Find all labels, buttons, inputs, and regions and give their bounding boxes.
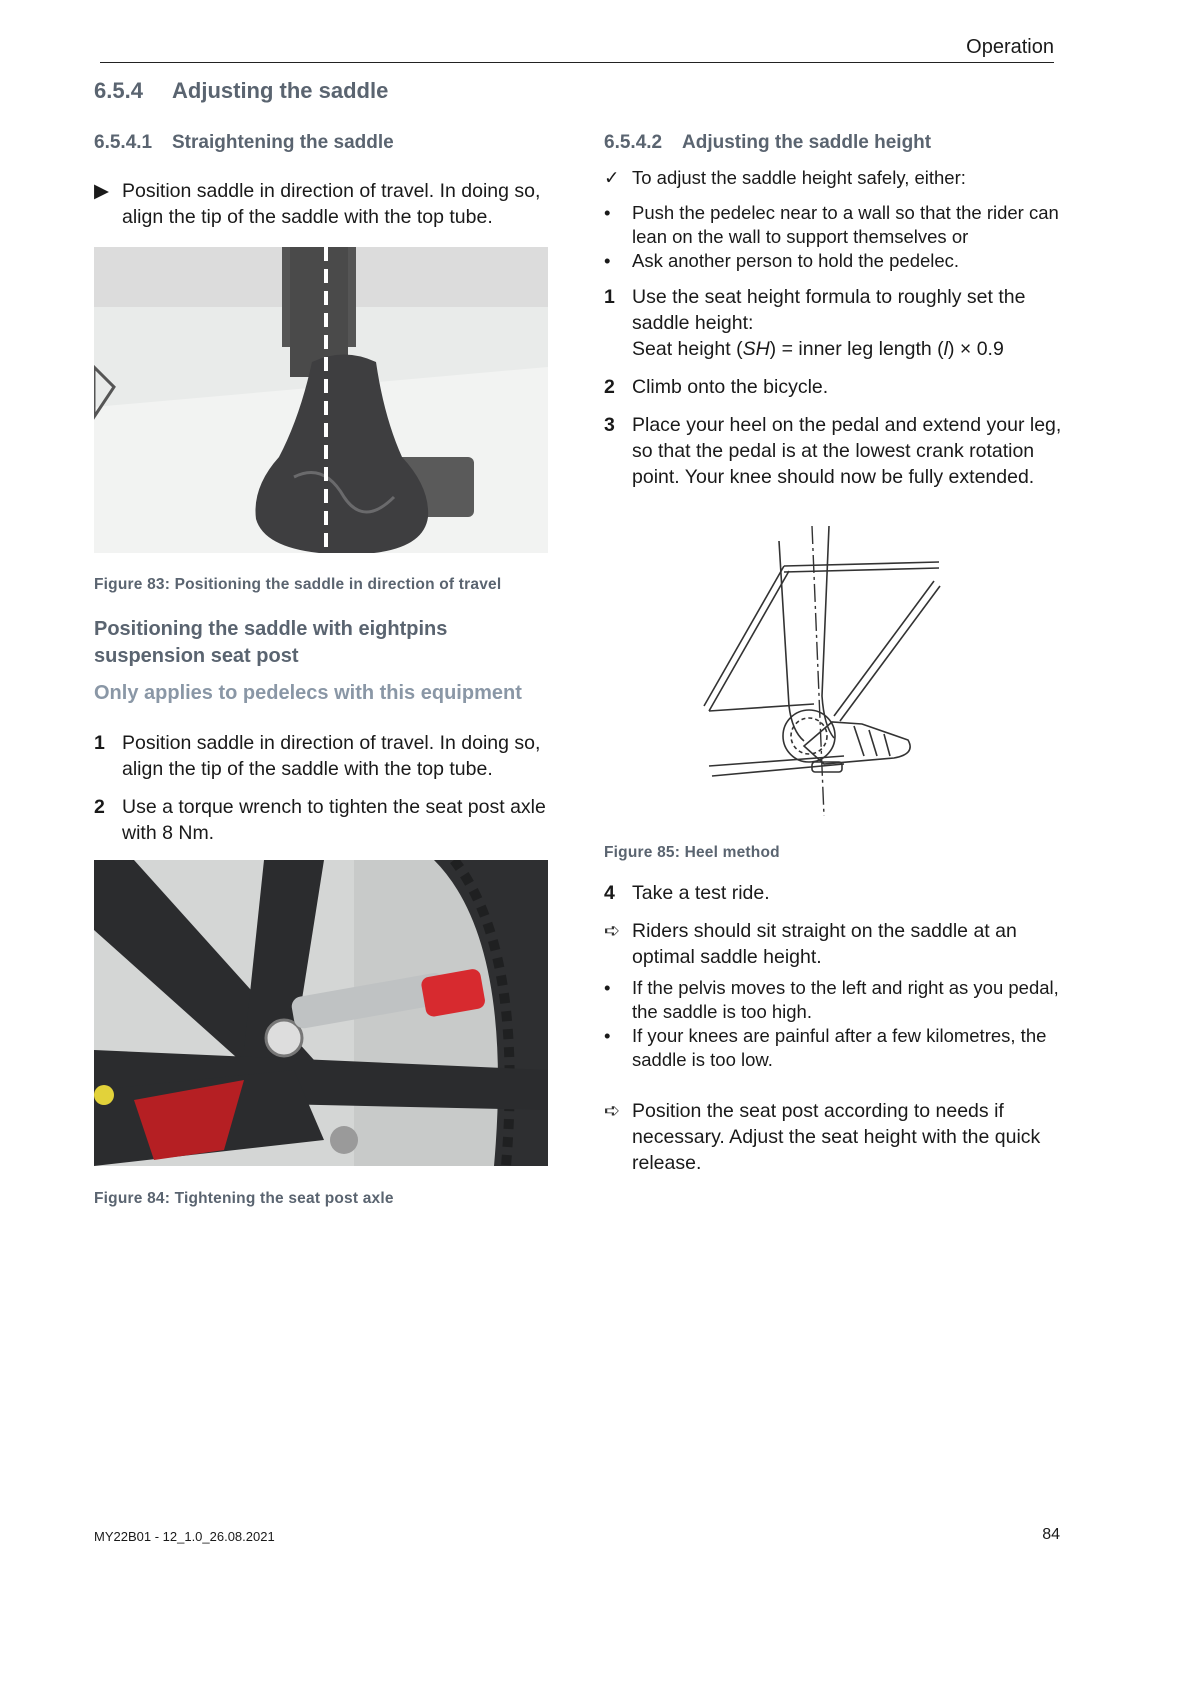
subsection-number: 6.5.4.2 — [604, 132, 663, 153]
section-number: 6.5.4 — [94, 78, 143, 103]
instruction-straighten — [94, 178, 554, 230]
header-section-name: Operation — [966, 36, 1054, 58]
left-step-2 — [94, 794, 554, 846]
figure-85-heel-method-drawing — [694, 526, 954, 816]
result-text: Riders should sit straight on the saddle at an optimal saddle height. — [632, 920, 1017, 968]
footer-page-number: 84 — [1042, 1526, 1060, 1543]
bullet-item — [604, 1024, 1064, 1072]
result-text: Position the seat post according to needs if necessary. Adjust the seat height with the quick release. — [632, 1100, 1041, 1174]
section-heading — [94, 78, 388, 104]
step-text: Position saddle in direction of travel. In doing so, align the tip of the saddle with the top tube. — [122, 732, 541, 780]
subsection-title: Adjusting the saddle height — [682, 132, 932, 153]
result-1 — [604, 918, 1064, 970]
right-step-4 — [604, 880, 1064, 906]
figure-83-saddle-photo — [94, 247, 548, 553]
precondition-text: To adjust the saddle height safely, either: — [632, 167, 966, 188]
bullet-text: Ask another person to hold the pedelec. — [632, 250, 960, 271]
step-text: Place your heel on the pedal and extend your leg, so that the pedal is at the lowest crank rotation point. Your knee should now be fully extended. — [632, 414, 1062, 488]
triangle-arrow-icon: ▶ — [94, 180, 109, 202]
figure-84-caption: Figure 84: Tightening the seat post axle — [94, 1190, 394, 1207]
result-arrow-icon: ➪ — [604, 920, 621, 942]
heading-eightpins: Positioning the saddle with eightpins suspension seat post — [94, 618, 448, 667]
torque-wrench-illustration — [94, 860, 548, 1166]
formula-sh: SH — [742, 338, 770, 360]
right-step-2 — [604, 374, 1064, 400]
bullet-icon: • — [604, 250, 611, 271]
figure-85-caption: Figure 85: Heel method — [604, 844, 780, 861]
right-step-1 — [604, 284, 1064, 362]
subsection-heading-height — [604, 132, 931, 154]
step-text: Take a test ride. — [632, 882, 770, 904]
bullet-icon: • — [604, 977, 611, 998]
step-text: Use the seat height formula to roughly set the saddle height: — [632, 286, 1026, 334]
step-text: Climb onto the bicycle. — [632, 376, 829, 398]
precondition — [604, 166, 1064, 190]
bullet-item — [604, 249, 1064, 273]
checkmark-icon: ✓ — [604, 167, 620, 188]
bullet-icon: • — [604, 1025, 611, 1046]
bullet-text: If the pelvis moves to the left and right as you pedal, the saddle is too high. — [632, 977, 1059, 1022]
step-number: 3 — [604, 414, 615, 436]
running-header — [100, 36, 1054, 63]
step-number: 2 — [604, 376, 615, 398]
figure-83-caption: Figure 83: Positioning the saddle in direction of travel — [94, 576, 502, 593]
instruction-text: Position saddle in direction of travel. In doing so, align the tip of the saddle with the top tube. — [122, 180, 541, 228]
formula-l: l — [943, 338, 948, 360]
bullet-icon: • — [604, 202, 611, 223]
step-number: 1 — [604, 286, 615, 308]
result-2 — [604, 1098, 1064, 1176]
subsection-title: Straightening the saddle — [172, 132, 394, 153]
saddle-photo-illustration — [94, 247, 548, 553]
step-number: 2 — [94, 796, 105, 818]
heel-method-illustration — [694, 526, 954, 816]
figure-84-torque-wrench-photo — [94, 860, 548, 1166]
step-number: 4 — [604, 882, 615, 904]
right-step-3 — [604, 412, 1064, 490]
footer-document-id: MY22B01 - 12_1.0_26.08.2021 — [94, 1529, 275, 1544]
formula: Seat height (SH) = inner leg length (l) × 0.9 — [632, 338, 1004, 360]
step-number: 1 — [94, 732, 105, 754]
result-arrow-icon: ➪ — [604, 1100, 621, 1122]
bullet-text: If your knees are painful after a few kilometres, the saddle is too low. — [632, 1025, 1047, 1070]
step-text: Use a torque wrench to tighten the seat post axle with 8 Nm. — [122, 796, 546, 844]
left-step-1 — [94, 730, 554, 782]
bullet-item — [604, 201, 1064, 249]
bullet-text: Push the pedelec near to a wall so that the rider can lean on the wall to support themselves or — [632, 202, 1059, 247]
subsection-heading-straightening — [94, 132, 394, 154]
step-content — [632, 284, 1064, 362]
applies-note: Only applies to pedelecs with this equipment — [94, 682, 522, 704]
subsection-number: 6.5.4.1 — [94, 132, 153, 153]
section-title: Adjusting the saddle — [172, 78, 389, 103]
bullet-item — [604, 976, 1064, 1024]
